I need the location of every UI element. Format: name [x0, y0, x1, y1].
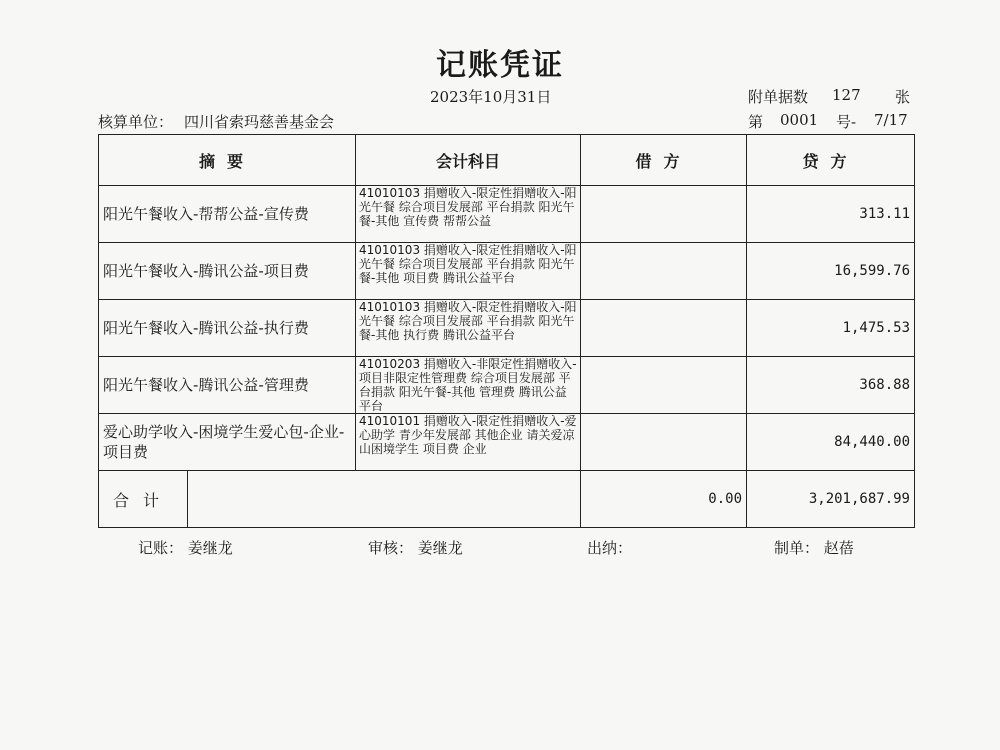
row-summary: 阳光午餐收入-腾讯公益-项目费 [99, 243, 356, 300]
row-debit [581, 186, 747, 243]
signature-bookkeeper: 记账： 姜继龙 [138, 539, 233, 557]
row-debit [581, 414, 747, 471]
row-account: 41010203 捐赠收入-非限定性捐赠收入-项目非限定性管理费 综合项目发展部 平台捐款 阳光午餐-其他 管理费 腾讯公益平台 [356, 357, 581, 414]
voucher-page-index: 7/17 [874, 111, 908, 129]
row-debit [581, 243, 747, 300]
voucher-number: 0001 [780, 111, 819, 129]
table-row [99, 300, 915, 357]
row-credit: 368.88 [747, 357, 915, 414]
accounting-unit-name: 四川省索玛慈善基金会 [184, 113, 335, 131]
row-account: 41010101 捐赠收入-限定性捐赠收入-爱心助学 青少年发展部 其他企业 请关爱凉山困境学生 项目费 企业 [356, 414, 581, 471]
row-debit [581, 357, 747, 414]
total-row [99, 471, 915, 528]
header-account: 会计科目 [356, 135, 581, 186]
page-title: 记账凭证 [436, 48, 564, 83]
signature-preparer: 制单： 赵蓓 [774, 539, 854, 557]
voucher-number-suffix: 号- [836, 113, 857, 131]
header-summary: 摘要 [99, 135, 356, 186]
total-debit: 0.00 [581, 471, 747, 528]
row-credit: 1,475.53 [747, 300, 915, 357]
row-account: 41010103 捐赠收入-限定性捐赠收入-阳光午餐 综合项目发展部 平台捐款 阳光午餐-其他 项目费 腾讯公益平台 [356, 243, 581, 300]
row-summary: 阳光午餐收入-腾讯公益-执行费 [99, 300, 356, 357]
row-summary: 阳光午餐收入-帮帮公益-宣传费 [99, 186, 356, 243]
row-credit: 313.11 [747, 186, 915, 243]
table-row [99, 186, 915, 243]
accounting-unit-label: 核算单位： [98, 113, 174, 131]
table-row [99, 357, 915, 414]
signature-cashier: 出纳： [587, 539, 633, 557]
row-account: 41010103 捐赠收入-限定性捐赠收入-阳光午餐 综合项目发展部 平台捐款 阳光午餐-其他 执行费 腾讯公益平台 [356, 300, 581, 357]
total-label-cell [99, 471, 581, 528]
row-credit: 84,440.00 [747, 414, 915, 471]
table-row [99, 243, 915, 300]
voucher-table [98, 134, 915, 528]
row-summary: 阳光午餐收入-腾讯公益-管理费 [99, 357, 356, 414]
total-label: 合计 [99, 471, 188, 527]
signature-auditor: 审核： 姜继龙 [368, 539, 463, 557]
attachments-unit: 张 [895, 88, 911, 106]
attachments-count: 127 [832, 86, 861, 104]
voucher-date: 2023年10月31日 [430, 88, 552, 106]
header-debit: 借方 [581, 135, 747, 186]
table-header-row [99, 135, 915, 186]
row-summary: 爱心助学收入-困境学生爱心包-企业-项目费 [99, 414, 356, 471]
row-account: 41010103 捐赠收入-限定性捐赠收入-阳光午餐 综合项目发展部 平台捐款 阳光午餐-其他 宣传费 帮帮公益 [356, 186, 581, 243]
voucher-number-label: 第 [748, 113, 764, 131]
header-credit: 贷方 [747, 135, 915, 186]
table-row [99, 414, 915, 471]
row-debit [581, 300, 747, 357]
total-credit: 3,201,687.99 [747, 471, 915, 528]
attachments-label: 附单据数 [748, 88, 809, 106]
row-credit: 16,599.76 [747, 243, 915, 300]
